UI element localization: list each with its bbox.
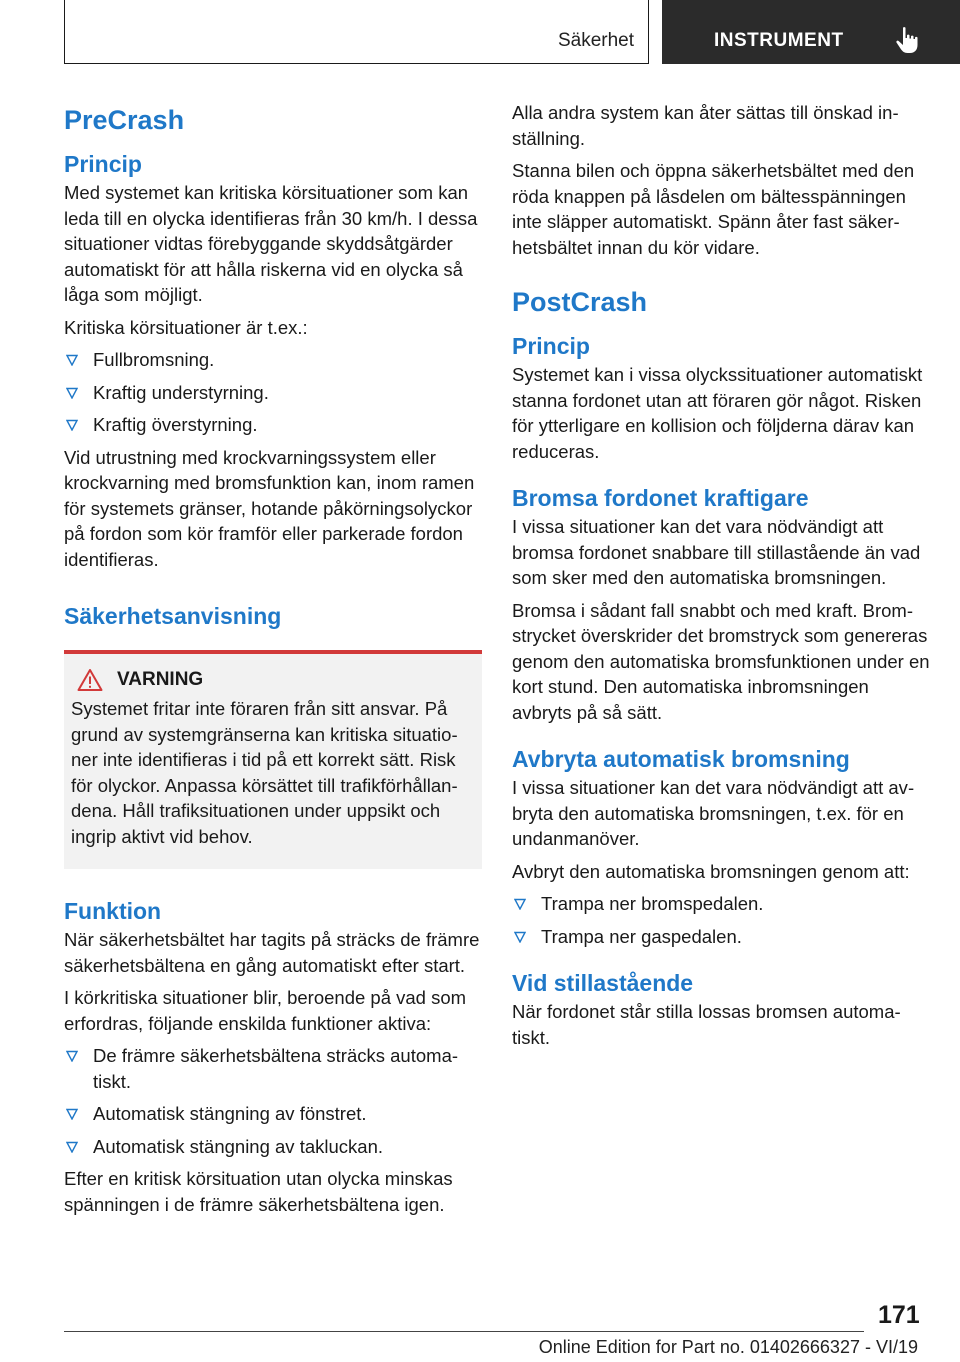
header-section-label: Säkerhet — [557, 30, 634, 51]
list-item: De främre säkerhetsbältena sträcks automatiskt. — [64, 1043, 482, 1094]
list-item: Kraftig överstyrning. — [64, 412, 482, 438]
precrash-title: PreCrash — [64, 105, 185, 135]
warning-text: Systemet fritar inte föraren från sitt ansvar. På grund av systemgränserna kan kritiska situationer inte identifieras i tid på ett korrekt sätt. Risk för olyckor. Anpassa körsättet till trafikförhållandena. Håll trafiksituationen under uppsikt och ingrip aktivt vid behov. — [71, 698, 458, 847]
warning-box — [64, 650, 482, 869]
avbryta-paragraph-2: Avbryt den automatiska bromsningen genom att: — [512, 860, 910, 882]
triangle-bullet-icon — [514, 931, 526, 943]
funktion-heading: Funktion — [64, 898, 162, 924]
triangle-bullet-icon — [66, 1050, 78, 1062]
triangle-bullet-icon — [66, 1108, 78, 1120]
list-item: Trampa ner bromspedalen. — [512, 891, 930, 917]
list-item: Automatisk stängning av fönstret. — [64, 1101, 482, 1127]
list-item: Automatisk stängning av takluckan. — [64, 1134, 482, 1160]
avbryta-paragraph-1: I vissa situationer kan det vara nödvändigt att avbryta den automatiska bromsningen, t.ex. för en undanmanöver. — [512, 777, 915, 849]
triangle-bullet-icon — [66, 354, 78, 366]
triangle-bullet-icon — [66, 387, 78, 399]
list-item: Trampa ner gaspedalen. — [512, 924, 930, 950]
princip-paragraph-1: Med systemet kan kritiska körsituationer som kan leda till en olycka identifieras från 30 km/h. I dessa situationer vidtas förebyggande skyddsåtgärder automatiskt för att hålla riskerna vid en olycka så låga som möjligt. — [64, 182, 478, 305]
continued-paragraph-1: Alla andra system kan åter sättas till önskad inställning. — [512, 102, 899, 149]
triangle-bullet-icon — [514, 898, 526, 910]
footer-edition: Online Edition for Part no. 01402666327 - VI/19 — [538, 1337, 918, 1357]
triangle-bullet-icon — [66, 1141, 78, 1153]
continued-paragraph-2: Stanna bilen och öppna säkerhetsbältet med den röda knappen på låsdelen om bältesspänningen inte släpper automatiskt. Spänn åter fast säkerhetsbältet innan du kör vidare. — [512, 160, 915, 258]
funktion-list — [64, 1043, 482, 1159]
princip-paragraph-2: Kritiska körsituationer är t.ex.: — [64, 316, 308, 338]
postcrash-title: PostCrash — [512, 287, 648, 317]
funktion-paragraph-1: När säkerhetsbältet har tagits på sträcks de främre säkerhetsbältena en gång automatiskt efter start. — [64, 929, 480, 976]
left-column — [64, 100, 482, 1224]
footer-divider — [64, 1331, 864, 1332]
avbryta-heading: Avbryta automatisk bromsning — [512, 746, 850, 772]
sakerhetsanvisning-heading: Säkerhetsanvisning — [64, 603, 282, 629]
pointing-hand-icon — [894, 26, 920, 54]
princip-list — [64, 347, 482, 438]
stillastaende-heading: Vid stillastående — [512, 970, 694, 996]
princip-heading: Princip — [64, 151, 142, 177]
page-number: 171 — [878, 1301, 920, 1329]
warning-title: VARNING — [117, 669, 204, 690]
funktion-paragraph-2: I körkritiska situationer blir, beroende på vad som erfordras, följande enskilda funktioner aktiva: — [64, 987, 467, 1034]
warning-triangle-icon — [77, 668, 103, 692]
bromsa-paragraph-1: I vissa situationer kan det vara nödvändigt att bromsa fordonet snabbare till stillastående än vad som sker med den automatiska bromsningen. — [512, 516, 921, 588]
bromsa-heading: Bromsa fordonet kraftigare — [512, 485, 809, 511]
stillastaende-paragraph: När fordonet står stilla lossas bromsen automatiskt. — [512, 1001, 901, 1048]
funktion-paragraph-3: Efter en kritisk körsituation utan olycka minskas spänningen i de främre säkerhetsbältena igen. — [64, 1168, 453, 1215]
triangle-bullet-icon — [66, 419, 78, 431]
right-column — [512, 100, 930, 1057]
list-item: Fullbromsning. — [64, 347, 482, 373]
header-section-box — [64, 0, 649, 64]
list-item: Kraftig understyrning. — [64, 380, 482, 406]
bromsa-paragraph-2: Bromsa i sådant fall snabbt och med kraft. Bromstrycket överskrider det bromstryck som genereras genom den automatiska bromsfunktionen under en kort stund. Den automatiska inbromsningen avbryts på så sätt. — [512, 599, 930, 723]
princip-paragraph-3: Vid utrustning med krockvarningssystem eller krockvarning med bromsfunktion kan, inom ramen för systemets gränser, hotande påkörningsolyckor på fordon som kör framför eller parkerade fordon identifieras. — [64, 446, 475, 570]
postcrash-princip-heading: Princip — [512, 333, 590, 359]
header-chapter-tab[interactable] — [662, 0, 960, 64]
avbryta-list — [512, 891, 930, 949]
postcrash-princip-paragraph: Systemet kan i vissa olyckssituationer automatiskt stanna fordonet utan att föraren gör något. Risken för ytterligare en kollision och följderna därav kan reduceras. — [512, 364, 923, 462]
header-chapter-label: INSTRUMENT — [714, 30, 844, 51]
